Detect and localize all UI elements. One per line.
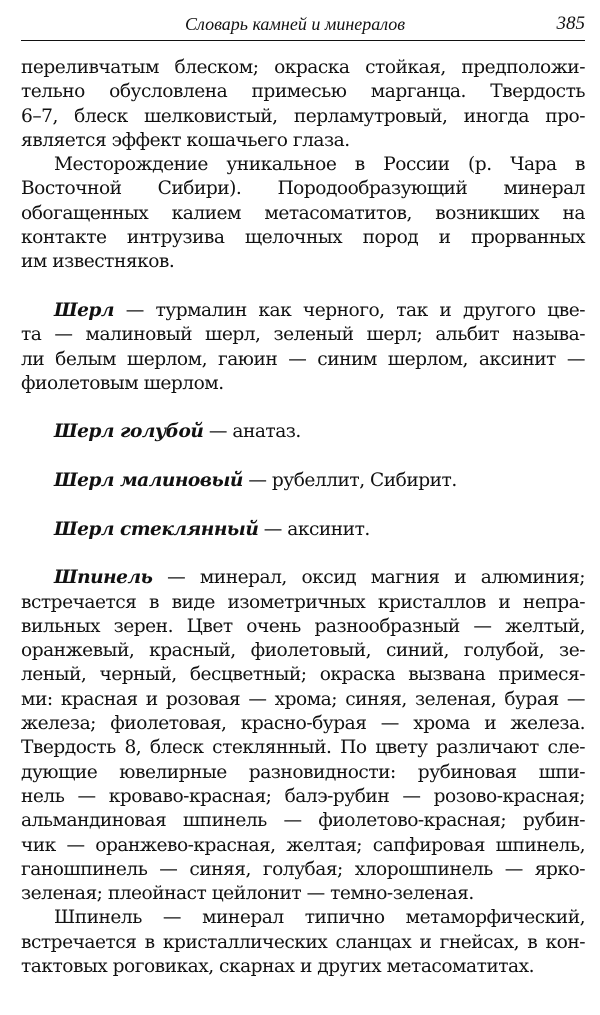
text-line: переливчатым блеском; окраска стойкая, предположи- — [21, 57, 585, 78]
entry-text: — минерал, оксид магния и алюминия; — [152, 567, 585, 589]
page-number: 385 — [556, 13, 585, 34]
page-body — [21, 56, 585, 979]
text-line: альмандиновая шпинель — фиолетово-красная; рубин- — [21, 810, 585, 832]
text-line: оранжевый, красный, фиолетовый, синий, голубой, зе- — [21, 640, 585, 662]
entry-first-line — [21, 566, 585, 590]
text-line: фиолетовым шерлом. — [21, 372, 224, 394]
text-line: дующие ювелирные разновидности: рубиновая шпи- — [21, 761, 585, 783]
text-line: Восточной Сибири). Породообразующий минерал — [21, 178, 585, 200]
text-line: тельно обусловлена примесью марганца. Твердость — [21, 81, 585, 103]
paragraph-spinel-occurrence — [21, 906, 585, 979]
entry-line — [21, 420, 585, 444]
text-line: является эффект кошачьего глаза. — [21, 129, 350, 151]
entry-text: — аксинит. — [258, 518, 370, 540]
text-line: нель — кроваво-красная; балэ-рубин — розово-красная; — [21, 785, 585, 807]
dictionary-entry-sherl-blue — [21, 420, 585, 444]
text-line: обогащенных калием метасоматитов, возникших на — [21, 202, 585, 224]
text-line: Шпинель — минерал типично метаморфический, — [54, 907, 585, 929]
dictionary-entry-sherl — [21, 299, 585, 396]
entry-term: Шерл малиновый — [54, 470, 243, 492]
entry-term: Шерл стеклянный — [54, 518, 259, 540]
text-line: чик — оранжево-красная, желтая; сапфировая шпинель, — [21, 834, 585, 856]
text-line: контакте интрузива щелочных пород и прорванных — [21, 227, 585, 249]
running-title: Словарь камней и минералов — [185, 14, 406, 34]
entry-first-line — [21, 299, 585, 323]
dictionary-entry-spinel — [21, 566, 585, 906]
text-line: ли белым шерлом, гаюин — синим шерлом, аксинит — — [21, 348, 585, 370]
entry-term: Шпинель — [54, 567, 153, 589]
text-line: Твердость 8, блеск стеклянный. По цвету различают сле- — [21, 737, 585, 759]
entry-text: — анатаз. — [203, 421, 301, 443]
text-line: та — малиновый шерл, зеленый шерл; альбит называ- — [21, 324, 585, 346]
entry-term: Шерл голубой — [54, 421, 204, 443]
page-header — [21, 10, 585, 41]
text-line: ми: красная и розовая — хрома; синяя, зеленая, бурая — — [21, 688, 585, 710]
text-line: им известняков. — [21, 251, 175, 273]
entry-text: — рубеллит, Сибирит. — [242, 470, 457, 492]
text-line: Месторождение уникальное в России (р. Чара в — [54, 154, 585, 176]
text-line: встречается в кристаллических сланцах и гнейсах, в кон- — [21, 931, 585, 953]
text-line: тактовых роговиках, скарнах и других метасоматитах. — [21, 955, 535, 977]
text-line: ганошпинель — синяя, голубая; хлорошпинель — ярко- — [21, 858, 585, 880]
text-line: 6–7, блеск шелковистый, перламутровый, иногда про- — [21, 105, 585, 127]
text-line: железа; фиолетовая, красно-бурая — хрома и железа. — [21, 713, 585, 735]
text-line: встречается в виде изометричных кристаллов и непра- — [21, 591, 585, 613]
paragraph-deposit — [21, 153, 585, 274]
entry-line — [21, 469, 585, 493]
dictionary-entry-sherl-crimson — [21, 469, 585, 493]
entry-line — [21, 518, 585, 542]
dictionary-entry-sherl-glassy — [21, 518, 585, 542]
paragraph-continuation — [21, 56, 585, 153]
text-line: леный, черный, бесцветный; окраска вызвана примеся- — [21, 664, 585, 686]
text-line: вильных зерен. Цвет очень разнообразный — желтый, — [21, 615, 585, 637]
entry-text: — турмалин как черного, так и другого цве- — [114, 299, 585, 321]
entry-term: Шерл — [54, 299, 115, 321]
text-line: зеленая; плеойнаст цейлонит — темно-зеленая. — [21, 883, 474, 905]
